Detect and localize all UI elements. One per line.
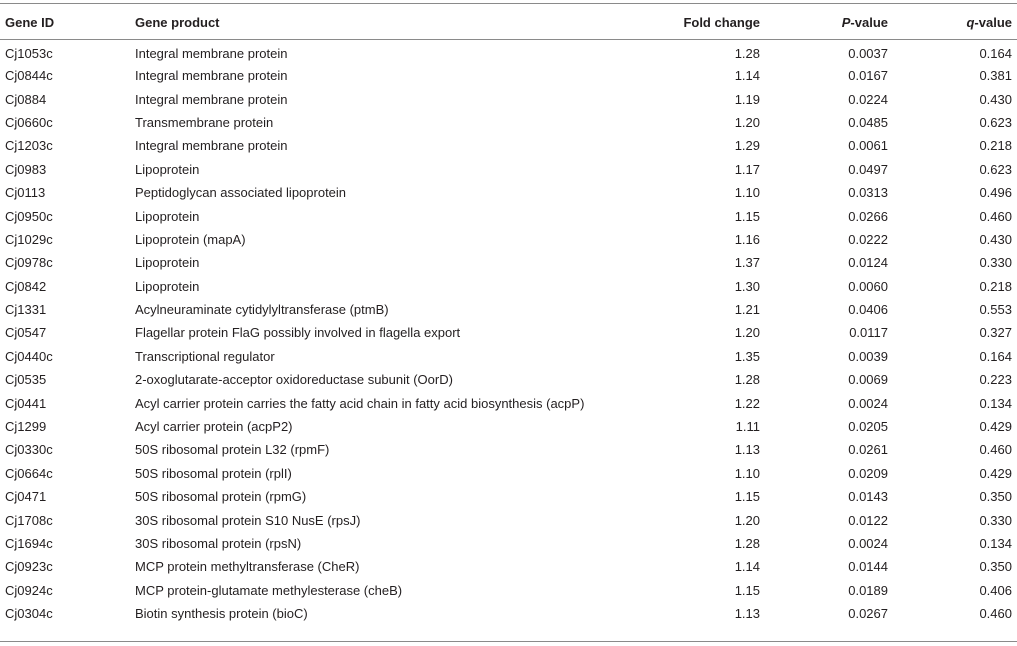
cell-q-value: 0.223 [979, 372, 1012, 388]
cell-gene-product: Lipoprotein [135, 278, 200, 294]
cell-gene-id: Cj0440c [5, 348, 53, 364]
cell-p-value: 0.0024 [848, 536, 888, 551]
cell-fold-change: 1.10 [734, 185, 760, 201]
cell-gene-id: Cj0884 [5, 91, 47, 107]
table-row [0, 508, 1017, 531]
cell-fold-change: 1.13 [734, 442, 760, 458]
cell-q-value: 0.623 [979, 114, 1012, 130]
table-row [0, 228, 1017, 251]
cell-gene-product: 2-oxoglutarate-acceptor oxidoreductase subunit (OorD) [135, 372, 453, 388]
table-row [0, 391, 1017, 414]
cell-gene-product: Lipoprotein [135, 208, 200, 224]
cell-gene-product: Integral membrane protein [135, 138, 288, 154]
cell-p-value: 0.0069 [848, 372, 888, 388]
cell-gene-id: Cj0660c [5, 114, 53, 130]
cell-gene-id: Cj0547 [5, 325, 47, 341]
cell-gene-product: MCP protein methyltransferase (CheR) [135, 559, 360, 575]
cell-fold-change: 1.19 [734, 91, 760, 107]
cell-gene-product: Integral membrane protein [135, 46, 288, 61]
cell-p-value: 0.0124 [848, 255, 888, 271]
table-row [0, 111, 1017, 134]
cell-gene-product: Transcriptional regulator [135, 348, 275, 364]
header-p-letter: P [841, 14, 851, 30]
cell-gene-product: Lipoprotein [135, 161, 200, 177]
cell-p-value: 0.0039 [848, 348, 888, 364]
cell-p-value: 0.0313 [848, 185, 888, 201]
table-row [0, 64, 1017, 87]
header-q-suffix: -value [974, 14, 1012, 30]
cell-fold-change: 1.20 [734, 114, 760, 130]
cell-fold-change: 1.20 [734, 325, 760, 341]
table-row [0, 485, 1017, 508]
cell-p-value: 0.0060 [848, 278, 888, 294]
cell-p-value: 0.0144 [848, 559, 888, 575]
table-row [0, 415, 1017, 438]
cell-q-value: 0.218 [979, 278, 1012, 294]
cell-gene-product: Peptidoglycan associated lipoprotein [135, 185, 347, 201]
cell-q-value: 0.134 [979, 536, 1012, 551]
cell-gene-id: Cj0113 [5, 185, 46, 201]
header-gene-product: Gene product [135, 14, 220, 30]
cell-q-value: 0.330 [979, 512, 1012, 528]
cell-q-value: 0.430 [979, 231, 1012, 247]
cell-q-value: 0.164 [979, 348, 1012, 364]
cell-gene-id: Cj1299 [5, 419, 47, 435]
cell-q-value: 0.430 [979, 91, 1012, 107]
cell-gene-id: Cj0304c [5, 606, 53, 622]
cell-gene-product: Acylneuraminate cytidylyltransferase (ptmB) [135, 302, 389, 318]
table-row [0, 298, 1017, 321]
cell-gene-product: Acyl carrier protein carries the fatty acid chain in fatty acid biosynthesis (acpP) [135, 395, 585, 411]
cell-q-value: 0.164 [979, 46, 1012, 61]
cell-gene-id: Cj0924c [5, 582, 53, 598]
header-p-value [760, 4, 888, 39]
cell-gene-product: 50S ribosomal protein (rplI) [135, 465, 292, 481]
cell-fold-change: 1.30 [734, 278, 760, 294]
cell-gene-id: Cj1694c [5, 536, 53, 551]
cell-gene-product: 30S ribosomal protein (rpsN) [135, 536, 302, 551]
cell-p-value: 0.0224 [848, 91, 888, 107]
cell-p-value: 0.0061 [848, 138, 888, 154]
cell-q-value: 0.327 [979, 325, 1012, 341]
cell-fold-change: 1.28 [734, 536, 760, 551]
cell-gene-id: Cj0844c [5, 68, 53, 84]
header-q-value [888, 4, 1017, 39]
cell-q-value: 0.350 [979, 559, 1012, 575]
cell-gene-product: 50S ribosomal protein (rpmG) [135, 489, 307, 505]
cell-gene-id: Cj0950c [5, 208, 53, 224]
cell-gene-id: Cj0441 [5, 395, 47, 411]
cell-fold-change: 1.22 [734, 395, 760, 411]
cell-p-value: 0.0406 [848, 302, 888, 318]
table-row [0, 39, 1017, 64]
cell-q-value: 0.553 [979, 302, 1012, 318]
cell-fold-change: 1.11 [735, 419, 760, 435]
table-row [0, 275, 1017, 298]
cell-gene-product: Integral membrane protein [135, 91, 288, 107]
table-row [0, 87, 1017, 110]
cell-gene-product: Transmembrane protein [135, 114, 274, 130]
cell-p-value: 0.0485 [848, 114, 888, 130]
table-row [0, 579, 1017, 602]
header-row [0, 4, 1017, 39]
cell-p-value: 0.0266 [848, 208, 888, 224]
cell-p-value: 0.0122 [848, 512, 888, 528]
cell-fold-change: 1.17 [734, 161, 760, 177]
cell-fold-change: 1.20 [734, 512, 760, 528]
header-fold-change: Fold change [683, 14, 760, 30]
cell-gene-id: Cj0978c [5, 255, 53, 271]
cell-q-value: 0.330 [979, 255, 1012, 271]
table-row [0, 181, 1017, 204]
cell-q-value: 0.429 [979, 465, 1012, 481]
header-gene-id: Gene ID [5, 14, 55, 30]
cell-gene-id: Cj1203c [5, 138, 53, 154]
cell-gene-product: Flagellar protein FlaG possibly involved in flagella export [135, 325, 461, 341]
cell-gene-id: Cj1029c [5, 231, 53, 247]
cell-p-value: 0.0209 [848, 465, 888, 481]
cell-gene-id: Cj0923c [5, 559, 53, 575]
cell-gene-id: Cj0471 [5, 489, 47, 505]
cell-fold-change: 1.15 [734, 582, 760, 598]
cell-fold-change: 1.16 [734, 231, 760, 247]
table-row [0, 158, 1017, 181]
cell-gene-id: Cj0330c [5, 442, 53, 458]
cell-q-value: 0.460 [979, 606, 1012, 622]
cell-fold-change: 1.15 [734, 489, 760, 505]
cell-q-value: 0.496 [979, 185, 1012, 201]
cell-q-value: 0.460 [979, 442, 1012, 458]
table-row [0, 251, 1017, 274]
table-row [0, 204, 1017, 227]
cell-q-value: 0.381 [979, 68, 1012, 84]
cell-fold-change: 1.15 [734, 208, 760, 224]
cell-fold-change: 1.13 [734, 606, 760, 622]
table-row [0, 602, 1017, 625]
cell-fold-change: 1.28 [734, 372, 760, 388]
cell-fold-change: 1.14 [734, 559, 760, 575]
cell-fold-change: 1.28 [734, 46, 760, 61]
gene-table [0, 4, 1017, 625]
table-body [0, 39, 1017, 625]
cell-fold-change: 1.10 [734, 465, 760, 481]
cell-gene-product: 50S ribosomal protein L32 (rpmF) [135, 442, 330, 458]
table-row [0, 368, 1017, 391]
bottom-rule [0, 641, 1017, 642]
cell-gene-product: Lipoprotein [135, 255, 200, 271]
cell-gene-product: Integral membrane protein [135, 68, 288, 84]
cell-gene-id: Cj1331 [5, 302, 47, 318]
cell-fold-change: 1.21 [734, 302, 760, 318]
cell-p-value: 0.0497 [848, 161, 888, 177]
table-row [0, 462, 1017, 485]
cell-p-value: 0.0205 [848, 419, 888, 435]
cell-gene-id: Cj0842 [5, 278, 47, 294]
cell-p-value: 0.0167 [848, 68, 888, 84]
header-p-suffix: -value [850, 14, 888, 30]
table-row [0, 438, 1017, 461]
cell-gene-id: Cj1053c [5, 46, 53, 61]
cell-gene-id: Cj0535 [5, 372, 47, 388]
cell-fold-change: 1.14 [734, 68, 760, 84]
cell-q-value: 0.218 [979, 138, 1012, 154]
cell-fold-change: 1.29 [734, 138, 760, 154]
table-row [0, 345, 1017, 368]
cell-gene-id: Cj1708c [5, 512, 53, 528]
table-row [0, 532, 1017, 555]
header-q-letter: q [966, 14, 975, 30]
cell-p-value: 0.0267 [848, 606, 888, 622]
cell-p-value: 0.0117 [849, 325, 888, 341]
cell-p-value: 0.0024 [848, 395, 888, 411]
cell-q-value: 0.460 [979, 208, 1012, 224]
cell-p-value: 0.0222 [848, 231, 888, 247]
cell-p-value: 0.0261 [848, 442, 888, 458]
cell-gene-id: Cj0983 [5, 161, 47, 177]
cell-gene-product: Biotin synthesis protein (bioC) [135, 606, 308, 622]
cell-gene-product: MCP protein-glutamate methylesterase (cheB) [135, 582, 403, 598]
cell-gene-id: Cj0664c [5, 465, 53, 481]
cell-fold-change: 1.37 [734, 255, 760, 271]
table-row [0, 555, 1017, 578]
cell-p-value: 0.0037 [848, 46, 888, 61]
cell-fold-change: 1.35 [734, 348, 760, 364]
cell-p-value: 0.0189 [848, 582, 888, 598]
cell-gene-product: Acyl carrier protein (acpP2) [135, 419, 293, 435]
cell-q-value: 0.406 [979, 582, 1012, 598]
cell-gene-product: 30S ribosomal protein S10 NusE (rpsJ) [135, 512, 361, 528]
table-row [0, 321, 1017, 344]
table-row [0, 134, 1017, 157]
cell-q-value: 0.134 [979, 395, 1012, 411]
cell-q-value: 0.429 [979, 419, 1012, 435]
cell-p-value: 0.0143 [848, 489, 888, 505]
cell-q-value: 0.623 [979, 161, 1012, 177]
cell-gene-product: Lipoprotein (mapA) [135, 231, 246, 247]
cell-q-value: 0.350 [979, 489, 1012, 505]
